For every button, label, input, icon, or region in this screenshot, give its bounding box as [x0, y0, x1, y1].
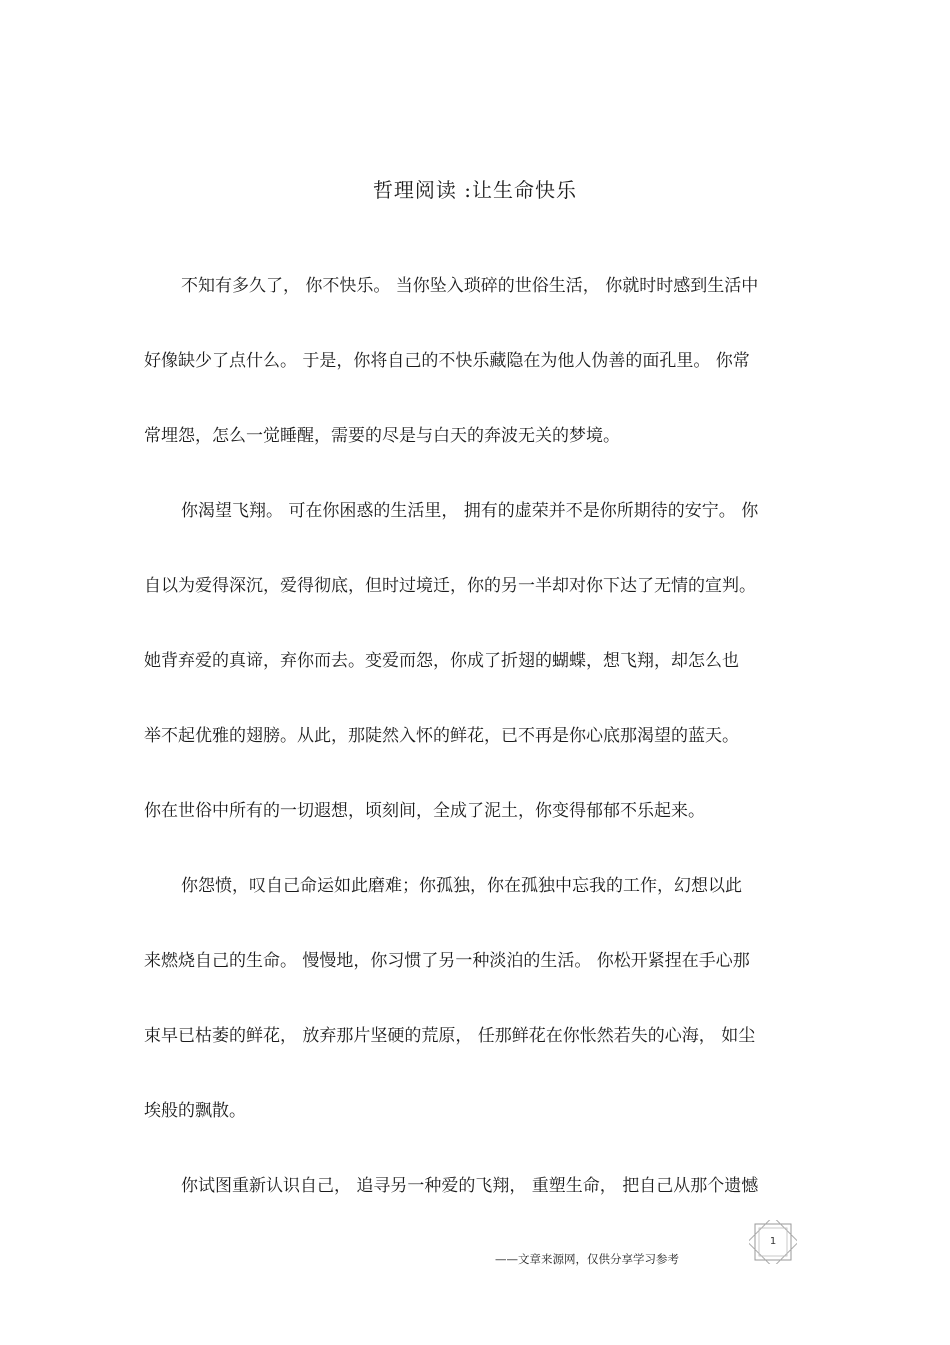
paragraph-line: 束早已枯萎的鲜花， 放弃那片坚硬的荒原， 任那鲜花在你怅然若失的心海， 如尘 [144, 1026, 756, 1046]
paragraph-line: 举不起优雅的翅膀。从此，那陡然入怀的鲜花，已不再是你心底那渴望的蓝天。 [144, 726, 739, 746]
page-number-badge [749, 1220, 797, 1264]
footer-source-note: ——文章来源网，仅供分享学习参考 [495, 1252, 679, 1266]
paragraph-line: 你试图重新认识自己， 追寻另一种爱的飞翔， 重塑生命， 把自己从那个遗憾 [181, 1176, 759, 1196]
page-number: 1 [769, 1236, 777, 1247]
paragraph-line: 你怨愤，叹自己命运如此磨难；你孤独，你在孤独中忘我的工作，幻想以此 [181, 876, 742, 896]
paragraph-line: 好像缺少了点什么。 于是，你将自己的不快乐藏隐在为他人伪善的面孔里。 你常 [144, 351, 750, 371]
paragraph-line: 来燃烧自己的生命。 慢慢地，你习惯了另一种淡泊的生活。 你松开紧捏在手心那 [144, 951, 750, 971]
paragraph-line: 她背弃爱的真谛，弃你而去。变爱而怨，你成了折翅的蝴蝶，想飞翔，却怎么也 [144, 651, 739, 671]
paragraph-line: 埃般的飘散。 [144, 1101, 246, 1121]
paragraph-line: 不知有多久了， 你不快乐。 当你坠入琐碎的世俗生活， 你就时时感到生活中 [181, 276, 759, 296]
article-title: 哲理阅读 :让生命快乐 [372, 178, 578, 202]
paragraph-line: 你渴望飞翔。 可在你困惑的生活里， 拥有的虚荣并不是你所期待的安宁。 你 [181, 501, 759, 521]
paragraph-line: 自以为爱得深沉，爱得彻底，但时过境迁，你的另一半却对你下达了无情的宣判。 [144, 576, 756, 596]
paragraph-line: 你在世俗中所有的一切遐想，顷刻间，全成了泥土，你变得郁郁不乐起来。 [144, 801, 705, 821]
paragraph-line: 常埋怨，怎么一觉睡醒，需要的尽是与白天的奔波无关的梦境。 [144, 426, 620, 446]
